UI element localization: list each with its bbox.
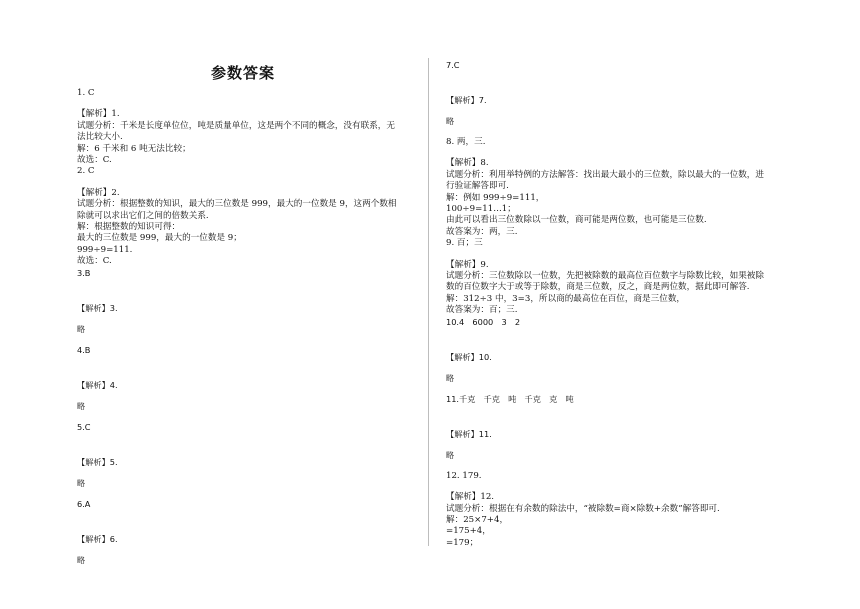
analysis-header-12: 【解析】12. xyxy=(446,492,495,503)
analysis-5-body: 略 xyxy=(77,477,86,488)
analysis-header-5: 【解析】5. xyxy=(77,456,118,467)
analysis-8-line: 行验证解答即可. xyxy=(446,181,509,192)
answer-12: 12. 179. xyxy=(446,470,482,481)
analysis-10-body: 略 xyxy=(446,372,455,383)
analysis-12-line: 试题分析：根据在有余数的除法中，“被除数=商×除数+余数”解答即可. xyxy=(446,503,720,514)
analysis-1-line: 法比较大小. xyxy=(77,132,123,143)
answer-1: 1. C xyxy=(77,88,95,98)
analysis-header-4: 【解析】4. xyxy=(77,379,118,390)
analysis-1-line: 故选：C. xyxy=(77,155,112,166)
analysis-2-line: 除就可以求出它们之间的倍数关系. xyxy=(77,210,209,221)
analysis-header-6: 【解析】6. xyxy=(77,533,118,544)
answer-8: 8. 两，三. xyxy=(446,137,486,147)
answer-3: 3.B xyxy=(77,267,91,278)
analysis-header-8: 【解析】8. xyxy=(446,158,489,169)
analysis-header-9: 【解析】9. xyxy=(446,259,489,270)
analysis-header-11: 【解析】11. xyxy=(446,428,492,439)
column-divider xyxy=(428,58,429,546)
analysis-9-line: 数的百位数字大于或等于除数，商是三位数，反之，商是两位数，据此即可解答. xyxy=(446,282,750,293)
answer-2: 2. C xyxy=(77,166,95,177)
analysis-8-line: 解：例如 999÷9=111， xyxy=(446,192,545,203)
analysis-8-line: 由此可以看出三位数除以一位数，商可能是两位数，也可能是三位数. xyxy=(446,215,707,226)
analysis-1-line: 解：6 千米和 6 吨无法比较； xyxy=(77,143,191,154)
analysis-9-line: 试题分析：三位数除以一位数，先把被除数的最高位百位数字与除数比较，如果被除 xyxy=(446,271,764,282)
answer-7: 7.C xyxy=(446,60,460,70)
analysis-header-1: 【解析】1. xyxy=(77,109,120,120)
analysis-3-body: 略 xyxy=(77,323,86,334)
analysis-4-body: 略 xyxy=(77,400,86,411)
analysis-7-body: 略 xyxy=(446,116,455,126)
answer-6: 6.A xyxy=(77,498,91,509)
analysis-2-line: 解：根据整数的知识可得： xyxy=(77,222,181,233)
analysis-2-line: 故选：C. xyxy=(77,256,112,267)
analysis-header-7: 【解析】7. xyxy=(446,95,487,105)
analysis-header-10: 【解析】10. xyxy=(446,351,492,362)
analysis-6-body: 略 xyxy=(77,554,86,565)
answer-5: 5.C xyxy=(77,421,91,432)
analysis-8-line: 100÷9=11…1； xyxy=(446,204,516,215)
analysis-9-line: 故答案为：百；三. xyxy=(446,305,518,316)
analysis-2-line: 最大的三位数是 999，最大的一位数是 9； xyxy=(77,233,242,244)
analysis-header-2: 【解析】2. xyxy=(77,187,120,198)
analysis-header-3: 【解析】3. xyxy=(77,302,118,313)
analysis-1-line: 试题分析：千米是长度单位位，吨是质量单位，这是两个不同的概念，没有联系，无 xyxy=(77,120,395,131)
analysis-12-line: =175+4， xyxy=(446,526,491,537)
analysis-12-line: =179； xyxy=(446,537,479,548)
analysis-2-line: 试题分析：根据整数的知识，最大的三位数是 999，最大的一位数是 9，这两个数相 xyxy=(77,199,397,210)
answer-11: 11.千克 千克 吨 千克 克 吨 xyxy=(446,393,574,404)
analysis-11-body: 略 xyxy=(446,449,455,460)
analysis-8-line: 故答案为：两，三. xyxy=(446,226,518,237)
analysis-2-line: 999÷9=111. xyxy=(77,244,133,255)
answer-10: 10.4 6000 3 2 xyxy=(446,316,521,327)
answer-9: 9. 百；三 xyxy=(446,238,483,249)
analysis-9-line: 解：312÷3 中，3=3，所以商的最高位在百位，商是三位数， xyxy=(446,293,686,304)
analysis-8-line: 试题分析：利用举特例的方法解答：找出最大最小的三位数，除以最大的一位数，进 xyxy=(446,169,764,180)
page-title: 参数答案 xyxy=(210,64,275,82)
left-column xyxy=(77,60,417,566)
answer-4: 4.B xyxy=(77,344,91,355)
analysis-12-line: 解：25×7+4， xyxy=(446,514,509,525)
right-column xyxy=(446,60,794,549)
